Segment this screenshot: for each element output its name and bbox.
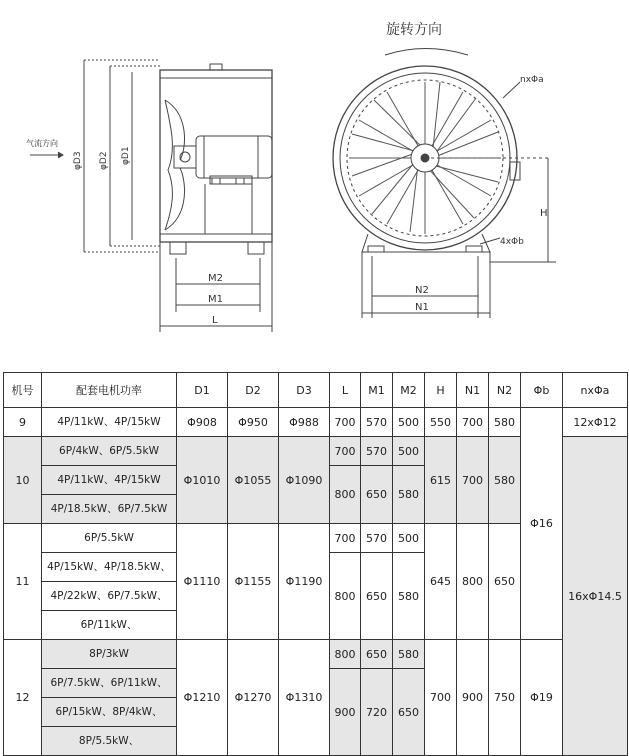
cell-m2: 500 xyxy=(393,408,425,437)
header-cell: D3 xyxy=(279,373,330,408)
motor-power: 4P/11kW、4P/15kW xyxy=(42,408,177,437)
cell-d2: Φ1055 xyxy=(228,437,279,524)
dim-holes: nxΦa xyxy=(520,75,544,85)
motor-power: 8P/5.5kW、 xyxy=(42,727,177,756)
motor-power: 4P/18.5kW、6P/7.5kW xyxy=(42,495,177,524)
front-view xyxy=(333,49,556,319)
cell-d1: Φ1110 xyxy=(177,524,228,640)
cell-n1: 800 xyxy=(457,524,489,640)
header-cell: M2 xyxy=(393,373,425,408)
dim-bolt: 4xΦb xyxy=(500,237,524,247)
cell-d3: Φ1190 xyxy=(279,524,330,640)
cell-d3: Φ1090 xyxy=(279,437,330,524)
model-number: 10 xyxy=(4,437,42,524)
airflow-direction-label: 气流方向 xyxy=(26,139,58,148)
cell-b-shared: Φ16 xyxy=(521,408,563,640)
cell-d2: Φ1270 xyxy=(228,640,279,756)
cell-m2: 580 xyxy=(393,466,425,524)
cell-l: 800 xyxy=(330,466,361,524)
cell-d3: Φ1310 xyxy=(279,640,330,756)
cell-n1: 900 xyxy=(457,640,489,756)
cell-n2: 580 xyxy=(489,437,521,524)
cell-l: 700 xyxy=(330,408,361,437)
cell-m2: 580 xyxy=(393,553,425,640)
table-row xyxy=(4,640,628,669)
cell-m2: 580 xyxy=(393,640,425,669)
motor-power: 6P/15kW、8P/4kW、 xyxy=(42,698,177,727)
cell-h: 645 xyxy=(425,524,457,640)
cell-n1: 700 xyxy=(457,408,489,437)
header-cell: N1 xyxy=(457,373,489,408)
cell-m2: 650 xyxy=(393,669,425,756)
cell-h: 700 xyxy=(425,640,457,756)
cell-m1: 720 xyxy=(361,669,393,756)
cell-m1: 650 xyxy=(361,466,393,524)
dim-n2: N2 xyxy=(415,285,429,296)
motor-power: 6P/4kW、6P/5.5kW xyxy=(42,437,177,466)
rotation-direction-label: 旋转方向 xyxy=(386,22,442,38)
header-cell: L xyxy=(330,373,361,408)
dim-n1: N1 xyxy=(415,302,429,313)
cell-n1: 700 xyxy=(457,437,489,524)
header-cell: D2 xyxy=(228,373,279,408)
cell-nxa: 12xΦ12 xyxy=(563,408,628,437)
header-cell: nxΦa xyxy=(563,373,628,408)
dim-d2: φD2 xyxy=(99,151,109,170)
cell-d1: Φ1010 xyxy=(177,437,228,524)
cell-m1: 650 xyxy=(361,640,393,669)
cell-d2: Φ1155 xyxy=(228,524,279,640)
motor-power: 6P/7.5kW、6P/11kW、 xyxy=(42,669,177,698)
cell-l: 700 xyxy=(330,524,361,553)
cell-m2: 500 xyxy=(393,437,425,466)
cell-m2: 500 xyxy=(393,524,425,553)
cell-d1: Φ908 xyxy=(177,408,228,437)
fan-technical-drawing xyxy=(0,0,629,345)
model-number: 11 xyxy=(4,524,42,640)
cell-m1: 650 xyxy=(361,553,393,640)
cell-h: 615 xyxy=(425,437,457,524)
dim-d1: φD1 xyxy=(121,146,131,165)
cell-d2: Φ950 xyxy=(228,408,279,437)
cell-n2: 580 xyxy=(489,408,521,437)
cell-l: 700 xyxy=(330,437,361,466)
model-number: 9 xyxy=(4,408,42,437)
motor-power: 8P/3kW xyxy=(42,640,177,669)
cell-m1: 570 xyxy=(361,408,393,437)
cell-b: Φ19 xyxy=(521,640,563,756)
header-cell: D1 xyxy=(177,373,228,408)
cell-d1: Φ1210 xyxy=(177,640,228,756)
header-cell: H xyxy=(425,373,457,408)
dim-d3: φD3 xyxy=(73,151,83,170)
cell-n2: 750 xyxy=(489,640,521,756)
cell-h: 550 xyxy=(425,408,457,437)
header-cell: N2 xyxy=(489,373,521,408)
dim-m1: M1 xyxy=(208,294,223,305)
dim-h: H xyxy=(540,208,548,219)
motor-power: 6P/11kW、 xyxy=(42,611,177,640)
cell-m1: 570 xyxy=(361,524,393,553)
cell-l: 800 xyxy=(330,553,361,640)
cell-d3: Φ988 xyxy=(279,408,330,437)
cell-nxa-shared: 16xΦ14.5 xyxy=(563,437,628,756)
header-cell: M1 xyxy=(361,373,393,408)
motor-power: 6P/5.5kW xyxy=(42,524,177,553)
motor-power: 4P/15kW、4P/18.5kW、 xyxy=(42,553,177,582)
cell-l: 900 xyxy=(330,669,361,756)
motor-power: 4P/22kW、6P/7.5kW、 xyxy=(42,582,177,611)
cell-m1: 570 xyxy=(361,437,393,466)
dim-m2: M2 xyxy=(208,273,223,284)
cell-l: 800 xyxy=(330,640,361,669)
header-cell: 配套电机功率 xyxy=(42,373,177,408)
table-row xyxy=(4,408,628,437)
header-cell: 机号 xyxy=(4,373,42,408)
side-view xyxy=(30,60,272,332)
spec-table xyxy=(3,372,628,756)
table-header-row xyxy=(4,373,628,408)
dim-l: L xyxy=(212,315,218,326)
header-cell: Φb xyxy=(521,373,563,408)
motor-power: 4P/11kW、4P/15kW xyxy=(42,466,177,495)
model-number: 12 xyxy=(4,640,42,756)
cell-n2: 650 xyxy=(489,524,521,640)
